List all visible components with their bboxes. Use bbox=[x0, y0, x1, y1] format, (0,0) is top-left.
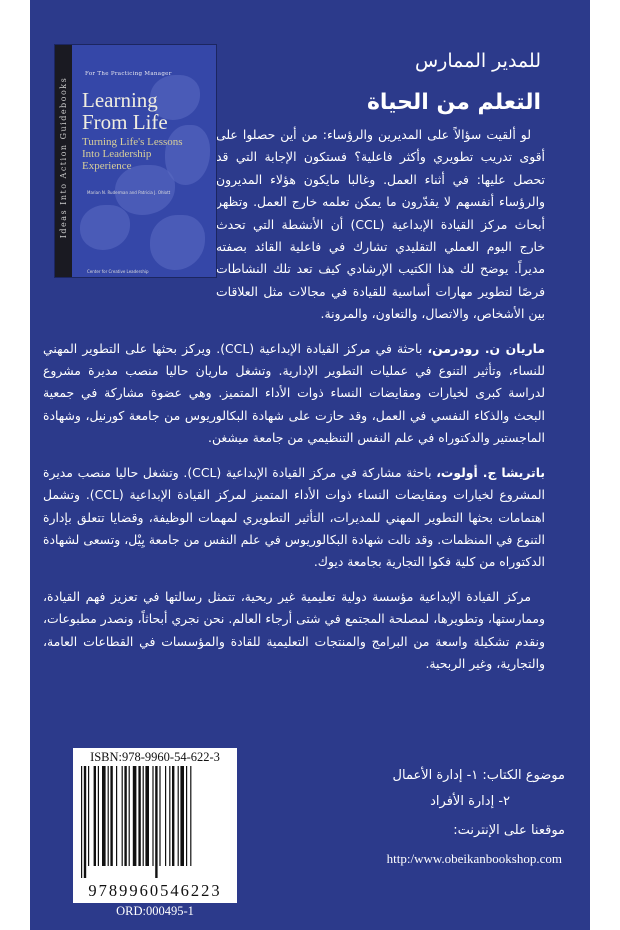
barcode-bar bbox=[165, 766, 166, 866]
subject-line-1: موضوع الكتاب: ١- إدارة الأعمال bbox=[392, 768, 565, 783]
book-title bbox=[82, 89, 168, 133]
author1-bio: باحثة في مركز القيادة الإبداعية (CCL). ويركز بحثها على التطوير المهني للنساء، وتأثير التنوع في عمليات التطوير الإدارية. وتشغل ماريان حاليا منصب مديرة مشروع لدراسة كبرى لخيارات ومقايضات النساء ذوات الأداء المتميز. وهي عضوة مشاركة في جمعية البحث والذكاء النفسي في العمل، وقد حازت على شهادة البكالوريوس من جامعة كورنيل، وشهادة الماجستير والدكتوراه في علم النفس التنظيمي من جامعة ميشغن. bbox=[43, 340, 545, 446]
barcode-digits: 9789960546223 bbox=[88, 881, 222, 900]
author1-name: ماريان ن. رودرمن، bbox=[427, 340, 545, 356]
barcode-bar bbox=[122, 766, 123, 866]
leaf-pattern bbox=[80, 205, 130, 250]
author1-paragraph bbox=[43, 338, 545, 450]
barcode-bar bbox=[129, 766, 130, 866]
ccl-paragraph: مركز القيادة الإبداعية مؤسسة دولية تعليمية غير ربحية، تتمثل رسالتها في تعزيز فهم القيادة، وممارستها، وتطويرها، لمصلحة المجتمع في شتى أرجاء العالم. نحن نجري أبحاثاً، ونصدر مطبوعات، ونقدم تشكيلة واسعة من البرامج والمنتجات التعليمية للقادة والمؤسسات في القطاعات العامة، والتجارية، وغير الربحية. bbox=[43, 588, 545, 671]
barcode-bar bbox=[133, 766, 137, 866]
order-code: ORD:000495-1 bbox=[116, 904, 194, 918]
author2-paragraph bbox=[43, 462, 545, 574]
barcode-bar bbox=[152, 766, 153, 866]
website-label: موقعنا على الإنترنت: bbox=[453, 823, 565, 838]
barcode-bar bbox=[190, 766, 191, 866]
barcode-bar bbox=[108, 766, 109, 866]
book-cover-thumbnail bbox=[55, 45, 216, 277]
back-cover-content bbox=[43, 0, 545, 687]
barcode-bar bbox=[94, 766, 96, 866]
book-subtitle bbox=[82, 136, 183, 172]
book-kicker: For The Practicing Manager bbox=[85, 71, 172, 77]
barcode-bar bbox=[84, 766, 86, 878]
author2-bio: باحثة مشاركة في مركز القيادة الإبداعية (CCL). وتشغل حاليا منصب مديرة المشروع لخيارات ومقايضات النساء ذوات الأداء المتميز لمركز القيادة الإبداعية (CCL). وتشمل اهتمامات بحثها التطوير المهني للمديرات، التأثير التطويري لمهمات الوظيفة، وقضايا تتعلق بإدارة التنوع في المنظمات. وقد نالت شهادة البكالوريوس في علم النفس من جامعة يِيْل، وتسعى لشهادة الدكتوراه من كلية فكوا التجارية بجامعة ديوك. bbox=[43, 464, 545, 570]
book-spine bbox=[55, 45, 72, 277]
book-title-arabic: التعلم من الحياة bbox=[366, 90, 541, 115]
barcode-bar bbox=[180, 766, 184, 866]
barcode-bar bbox=[98, 766, 99, 866]
isbn-barcode bbox=[73, 748, 237, 903]
book-title-line: From Life bbox=[82, 110, 168, 134]
barcode-bar bbox=[81, 766, 82, 878]
book-authors: Marian N. Ruderman and Patricia J. Ohlott bbox=[87, 190, 171, 195]
barcode-bar bbox=[172, 766, 174, 866]
book-meta bbox=[393, 763, 565, 841]
barcode-bar bbox=[102, 766, 106, 866]
book-subtitle-line: Turning Life's Lessons bbox=[82, 136, 183, 148]
barcode-bar bbox=[88, 766, 89, 866]
leaf-pattern bbox=[150, 215, 205, 270]
barcode-bar bbox=[124, 766, 126, 866]
book-subtitle-line: Experience bbox=[82, 160, 132, 172]
website-url[interactable]: http:/www.obeikanbookshop.com bbox=[386, 851, 562, 866]
barcode-bar bbox=[186, 766, 187, 866]
series-kicker: للمدير الممارس bbox=[414, 50, 541, 72]
series-name: Ideas Into Action Guidebooks bbox=[59, 76, 68, 239]
barcode-bar bbox=[178, 766, 179, 866]
barcode-bar bbox=[110, 766, 112, 866]
barcode-bar bbox=[169, 766, 170, 866]
barcode-bars bbox=[81, 766, 231, 878]
isbn-label: ISBN:978-9960-54-622-3 bbox=[90, 750, 220, 764]
barcode-bar bbox=[138, 766, 140, 866]
barcode-bar bbox=[155, 766, 157, 878]
book-title-line: Learning bbox=[82, 88, 158, 112]
barcode-bar bbox=[116, 766, 117, 866]
book-subtitle-line: Into Leadership bbox=[82, 148, 152, 160]
subject-line-2: ٢- إدارة الأفراد bbox=[430, 794, 510, 809]
intro-paragraph: لو ألقيت سؤالاً على المديرين والرؤساء: من أين حصلوا على أقوى تدريب تطويري وأكثر فاعلية؟ فستكون الإجابة التي قد تحصل عليها: في أثناء العمل. وغالبا مايكون هؤلاء المديرون والرؤساء أنفسهم لا يقدّرون ما يمكن تعلمه خارج العمل. وتظهر أبحاث مركز القيادة الإبداعية (CCL) أن الأنشطة التي تحدث خارج اليوم العملي التقليدي تشارك في فاعلية القائد بصفته مديراً. يوضح لك هذا الكتيب الإرشادي كيف تعد تلك النشاطات فرصًا لتطوير مهارات أساسية للقيادة في مجالات مثل العلاقات بين الأشخاص، والاتصال، والتعاون، والمرونة. bbox=[216, 127, 545, 322]
barcode-bar bbox=[145, 766, 149, 866]
book-publisher: Center for Creative Leadership bbox=[87, 269, 149, 274]
barcode-bar bbox=[143, 766, 144, 866]
barcode-bar bbox=[159, 766, 160, 866]
author2-name: باتريشا ج. أولوت، bbox=[436, 464, 546, 480]
